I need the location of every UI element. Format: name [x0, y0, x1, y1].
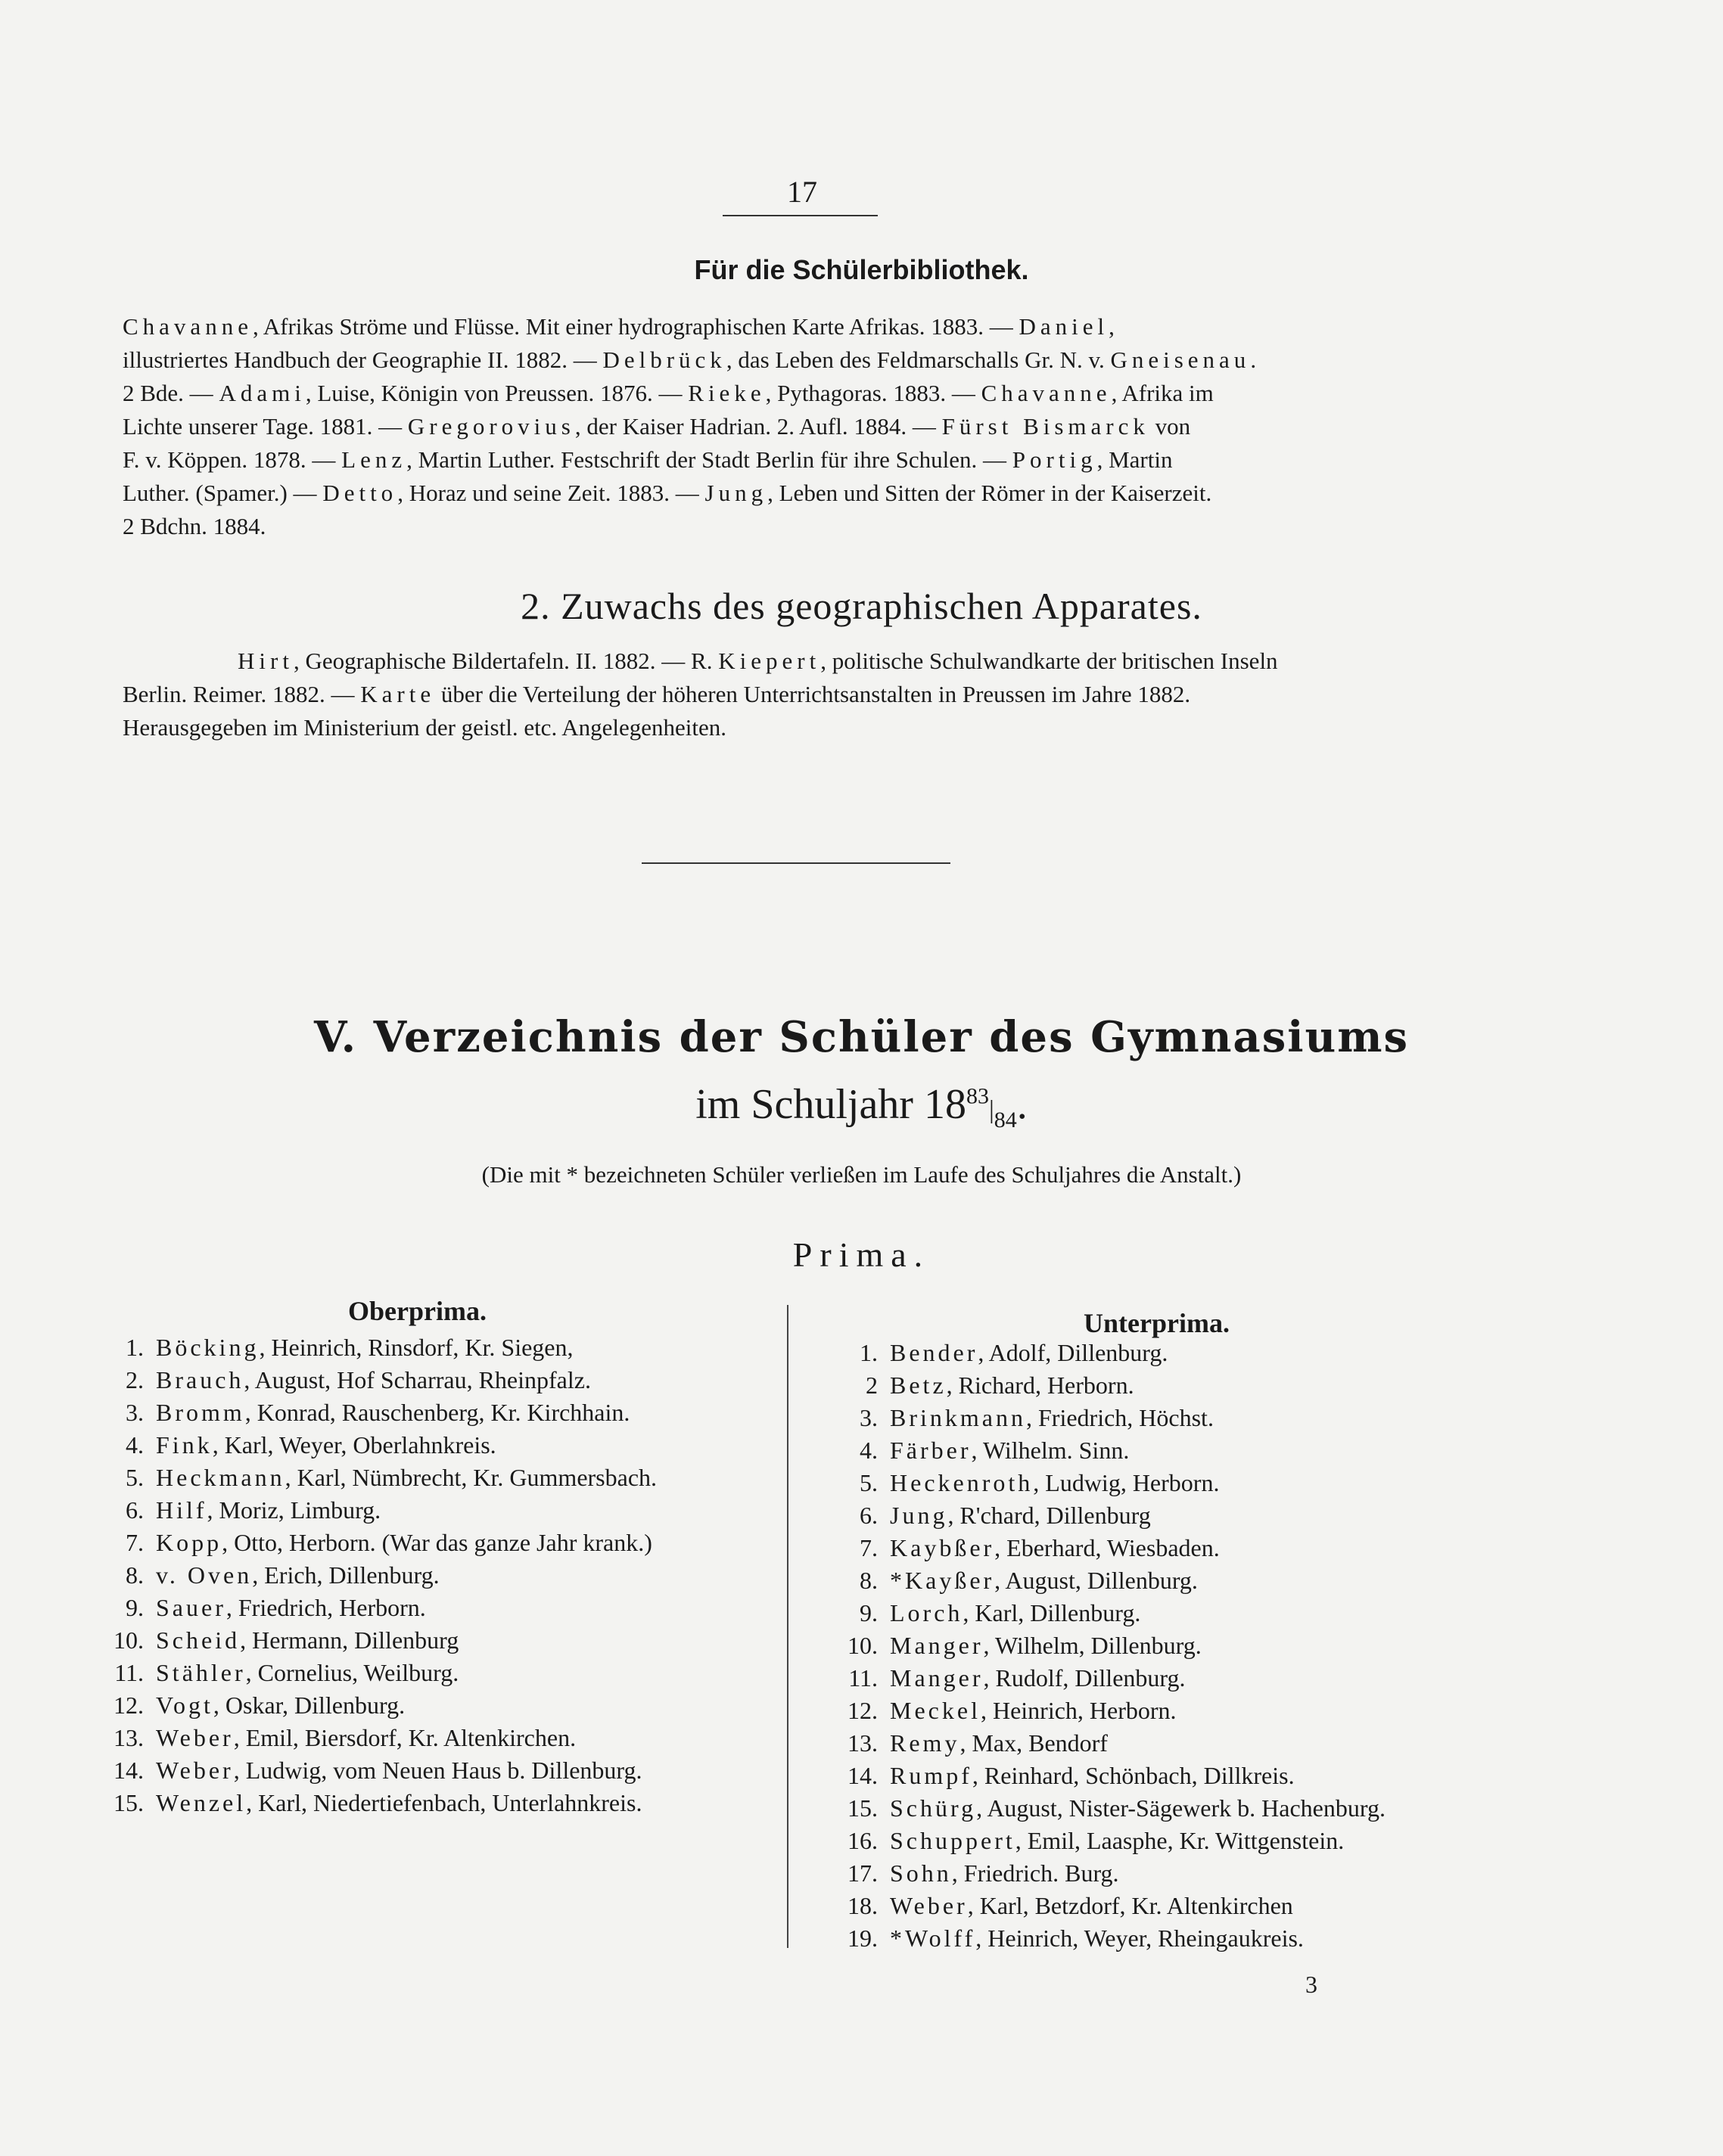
student-details: , Richard, Herborn. [946, 1372, 1134, 1399]
student-entry [107, 1754, 657, 1787]
student-details: , Friedrich. Burg. [951, 1859, 1119, 1887]
student-surname: *Wolff [890, 1925, 976, 1952]
student-details: , Konrad, Rauschenberg, Kr. Kirchhain. [244, 1399, 630, 1426]
student-surname: Fink [156, 1431, 213, 1459]
student-details: , Friedrich, Höchst. [1025, 1404, 1214, 1431]
register-note: (Die mit * bezeichneten Schüler verließen im Laufe des Schuljahres die Anstalt.) [481, 1161, 1242, 1188]
library-line: Luther. (Spamer.) — Detto, Horaz und seine Zeit. 1883. — Jung, Leben und Sitten der Römer in der Kaiserzeit. [123, 480, 1212, 506]
student-number: 14. [848, 1762, 878, 1789]
student-entry [841, 1890, 1386, 1922]
library-line: 2 Bdchn. 1884. [123, 513, 266, 539]
student-number: 7. [126, 1529, 144, 1556]
student-details: , Friedrich, Herborn. [225, 1594, 426, 1621]
student-surname: Weber [890, 1892, 968, 1919]
student-number: 15. [114, 1789, 144, 1816]
student-number: 13. [114, 1724, 144, 1751]
student-number: 7. [860, 1534, 878, 1561]
student-entry [841, 1434, 1386, 1467]
student-details: , Rudolf, Dillenburg. [983, 1664, 1186, 1692]
student-details: , Oskar, Dillenburg. [213, 1692, 406, 1719]
unterprima-heading: Unterprima. [1084, 1308, 1230, 1338]
student-surname: Heckenroth [890, 1469, 1034, 1496]
student-surname: Brinkmann [890, 1404, 1026, 1431]
student-surname: Färber [890, 1437, 972, 1464]
register-title: V. Verzeichnis der Schüler des Gymnasiums [314, 1012, 1409, 1062]
student-entry [841, 1337, 1386, 1369]
student-number: 16. [848, 1827, 878, 1854]
student-details: , Karl, Nümbrecht, Kr. Gummersbach. [285, 1464, 658, 1491]
student-number: 15. [848, 1794, 878, 1822]
student-number: 14. [114, 1757, 144, 1784]
student-surname: Stähler [156, 1659, 246, 1686]
page-number-rule [723, 215, 878, 216]
library-line: illustriertes Handbuch der Geographie II. 1882. — Delbrück, das Leben des Feldmarschalls Gr. N. v. Gneisenau. [123, 346, 1257, 373]
student-surname: Lorch [890, 1599, 963, 1626]
student-details: , Reinhard, Schönbach, Dillkreis. [972, 1762, 1295, 1789]
apparatus-line: Hirt, Geographische Bildertafeln. II. 1882. — R. Kiepert, politische Schulwandkarte der britischen Inseln [238, 648, 1278, 674]
student-number: 3. [126, 1399, 144, 1426]
student-surname: Scheid [156, 1626, 241, 1654]
student-entry [841, 1760, 1386, 1792]
student-number: 1. [860, 1339, 878, 1366]
student-details: , Heinrich, Herborn. [980, 1697, 1177, 1724]
student-number: 11. [848, 1664, 878, 1692]
student-details: , Wilhelm, Dillenburg. [983, 1632, 1202, 1659]
student-details: , Adolf, Dillenburg. [978, 1339, 1168, 1366]
student-entry [841, 1564, 1386, 1597]
student-surname: v. Oven [156, 1561, 253, 1589]
library-heading: Für die Schülerbibliothek. [694, 254, 1029, 285]
student-surname: Bender [890, 1339, 978, 1366]
student-entry [107, 1559, 657, 1592]
student-entry [107, 1689, 657, 1722]
student-entry [841, 1467, 1386, 1499]
student-details: , Erich, Dillenburg. [252, 1561, 440, 1589]
student-surname: Sohn [890, 1859, 952, 1887]
student-surname: Jung [890, 1502, 948, 1529]
student-surname: Wenzel [156, 1789, 247, 1816]
student-details: , Heinrich, Rinsdorf, Kr. Siegen, [259, 1334, 574, 1361]
student-surname: Hilf [156, 1496, 207, 1524]
library-paragraph [123, 310, 1485, 543]
library-line: F. v. Köppen. 1878. — Lenz, Martin Luther. Festschrift der Stadt Berlin für ihre Schulen. — Portig, Martin [123, 446, 1173, 473]
student-details: , Max, Bendorf [959, 1729, 1108, 1757]
student-entry [841, 1629, 1386, 1662]
student-entry [107, 1364, 657, 1396]
student-entry [841, 1369, 1386, 1402]
student-details: , Emil, Laasphe, Kr. Wittgenstein. [1015, 1827, 1345, 1854]
student-entry [841, 1662, 1386, 1695]
student-surname: Betz [890, 1372, 947, 1399]
student-surname: Vogt [156, 1692, 213, 1719]
student-number: 11. [114, 1659, 144, 1686]
student-number: 12. [848, 1697, 878, 1724]
student-entry [107, 1722, 657, 1754]
student-number: 6. [860, 1502, 878, 1529]
student-entry [107, 1331, 657, 1364]
student-details: , Heinrich, Weyer, Rheingaukreis. [975, 1925, 1304, 1952]
student-entry [841, 1499, 1386, 1532]
student-details: , Karl, Betzdorf, Kr. Altenkirchen [967, 1892, 1293, 1919]
library-line: Chavanne, Afrikas Ströme und Flüsse. Mit einer hydrographischen Karte Afrikas. 1883. — Daniel, [123, 313, 1115, 340]
column-divider [787, 1305, 788, 1948]
student-surname: Brauch [156, 1366, 244, 1393]
student-number: 9. [860, 1599, 878, 1626]
section-divider [642, 862, 950, 864]
apparatus-paragraph [123, 645, 1485, 744]
student-details: , Karl, Weyer, Oberlahnkreis. [212, 1431, 496, 1459]
apparatus-heading: 2. Zuwachs des geographischen Apparates. [521, 585, 1202, 627]
student-details: , Wilhelm. Sinn. [971, 1437, 1130, 1464]
student-entry [107, 1429, 657, 1462]
library-line: 2 Bde. — Adami, Luise, Königin von Preussen. 1876. — Rieke, Pythagoras. 1883. — Chavanne, Afrika im [123, 380, 1214, 406]
student-number: 8. [126, 1561, 144, 1589]
oberprima-heading: Oberprima. [348, 1296, 487, 1326]
student-number: 8. [860, 1567, 878, 1594]
student-details: , Emil, Biersdorf, Kr. Altenkirchen. [233, 1724, 577, 1751]
student-entry [841, 1695, 1386, 1727]
student-surname: Manger [890, 1632, 984, 1659]
student-entry [841, 1532, 1386, 1564]
student-entry [841, 1922, 1386, 1955]
student-details: , Eberhard, Wiesbaden. [994, 1534, 1220, 1561]
student-surname: Manger [890, 1664, 984, 1692]
student-surname: Weber [156, 1757, 234, 1784]
student-surname: Sauer [156, 1594, 226, 1621]
student-surname: Kaybßer [890, 1534, 995, 1561]
student-entry [841, 1857, 1386, 1890]
apparatus-line: Herausgegeben im Ministerium der geistl. etc. Angelegenheiten. [123, 714, 727, 741]
student-number: 5. [126, 1464, 144, 1491]
student-surname: Rumpf [890, 1762, 972, 1789]
student-entry [107, 1462, 657, 1494]
student-number: 1. [126, 1334, 144, 1361]
student-number: 10. [114, 1626, 144, 1654]
student-entry [107, 1527, 657, 1559]
student-surname: Meckel [890, 1697, 981, 1724]
student-details: , R'chard, Dillenburg [947, 1502, 1151, 1529]
student-details: , Hermann, Dillenburg [240, 1626, 459, 1654]
unterprima-list [841, 1337, 1386, 1955]
student-details: , Cornelius, Weilburg. [245, 1659, 459, 1686]
library-line: Lichte unserer Tage. 1881. — Gregorovius, der Kaiser Hadrian. 2. Aufl. 1884. — Fürst Bismarck von [123, 413, 1191, 440]
student-entry [107, 1624, 657, 1657]
student-number: 19. [848, 1925, 878, 1952]
page-number: 17 [787, 175, 817, 209]
register-subtitle: im Schuljahr $18^{83}|_{84}$. [695, 1081, 1028, 1133]
student-entry [107, 1787, 657, 1819]
oberprima-list [107, 1331, 657, 1819]
student-entry [107, 1657, 657, 1689]
student-entry [841, 1825, 1386, 1857]
student-number: 13. [848, 1729, 878, 1757]
student-number: 4. [860, 1437, 878, 1464]
student-number: 9. [126, 1594, 144, 1621]
student-surname: Remy [890, 1729, 960, 1757]
student-details: , Ludwig, vom Neuen Haus b. Dillenburg. [233, 1757, 642, 1784]
student-number: 4. [126, 1431, 144, 1459]
student-details: , August, Hof Scharrau, Rheinpfalz. [244, 1366, 591, 1393]
student-details: , August, Dillenburg. [994, 1567, 1198, 1594]
student-entry [841, 1727, 1386, 1760]
student-number: 12. [114, 1692, 144, 1719]
student-number: 2. [126, 1366, 144, 1393]
student-number: 10. [848, 1632, 878, 1659]
student-entry [107, 1494, 657, 1527]
student-entry [841, 1402, 1386, 1434]
apparatus-line: Berlin. Reimer. 1882. — Karte über die Verteilung der höheren Unterrichtsanstalten in Preussen im Jahre 1882. [123, 681, 1191, 707]
student-entry [841, 1792, 1386, 1825]
student-number: 6. [126, 1496, 144, 1524]
student-entry [841, 1597, 1386, 1629]
student-details: , Karl, Dillenburg. [963, 1599, 1141, 1626]
student-number: 18. [848, 1892, 878, 1919]
student-entry [107, 1592, 657, 1624]
student-number: 2 [866, 1372, 878, 1399]
student-entry [107, 1396, 657, 1429]
student-surname: Kopp [156, 1529, 222, 1556]
student-surname: Schuppert [890, 1827, 1015, 1854]
signature-mark: 3 [1305, 1971, 1317, 1998]
student-number: 17. [848, 1859, 878, 1887]
student-surname: *Kayßer [890, 1567, 995, 1594]
student-details: , Otto, Herborn. (War das ganze Jahr krank.) [222, 1529, 652, 1556]
student-number: 5. [860, 1469, 878, 1496]
student-surname: Bromm [156, 1399, 245, 1426]
prima-heading: Prima. [792, 1235, 931, 1274]
student-details: , Moriz, Limburg. [207, 1496, 381, 1524]
student-number: 3. [860, 1404, 878, 1431]
student-details: , August, Nister-Sägewerk b. Hachenburg. [976, 1794, 1386, 1822]
student-surname: Schürg [890, 1794, 977, 1822]
student-details: , Ludwig, Herborn. [1033, 1469, 1220, 1496]
student-surname: Heckmann [156, 1464, 285, 1491]
student-surname: Weber [156, 1724, 234, 1751]
student-details: , Karl, Niedertiefenbach, Unterlahnkreis. [246, 1789, 642, 1816]
student-surname: Böcking [156, 1334, 260, 1361]
